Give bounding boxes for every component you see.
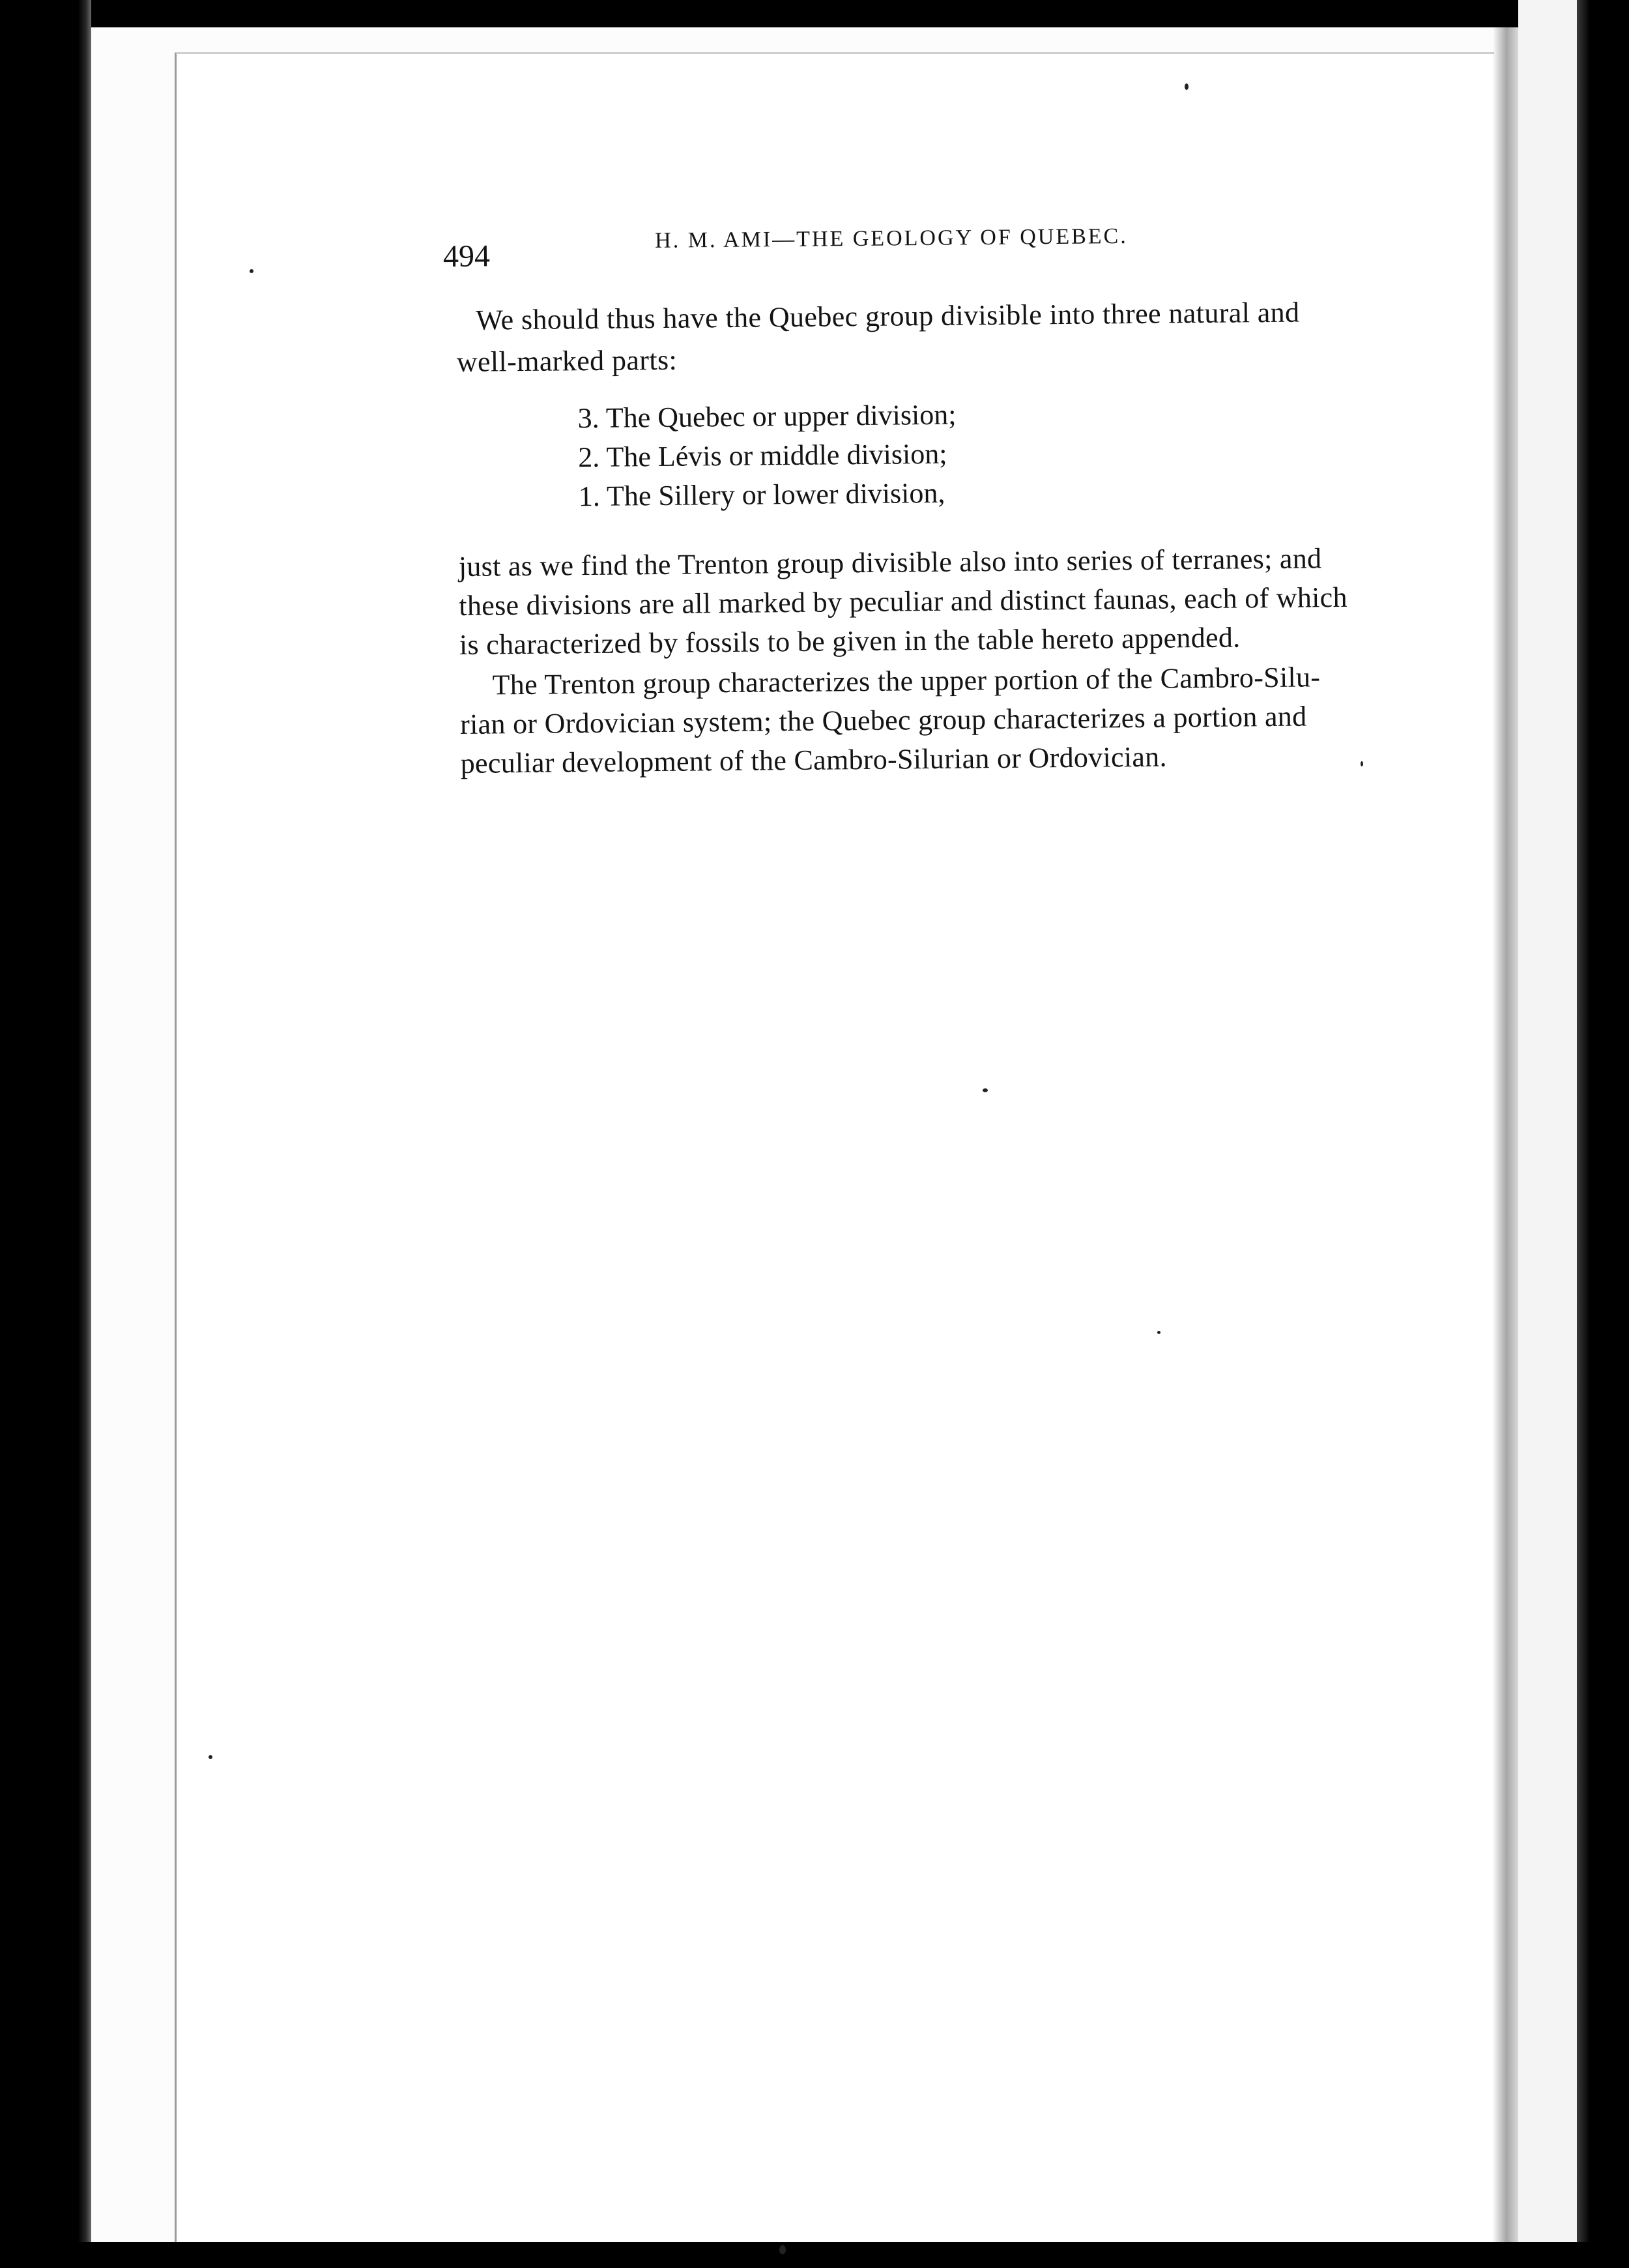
- running-head-title: H. M. AMI—THE GEOLOGY OF QUEBEC.: [655, 224, 1128, 253]
- gutter-shadow: [1492, 0, 1518, 2268]
- para2-line-2: rian or Ordovician system; the Quebec group characterizes a portion and: [459, 700, 1307, 740]
- scan-speck: [779, 2245, 786, 2254]
- facing-page-edge: [1518, 0, 1577, 2268]
- para1-line-2: these divisions are all marked by peculiar and distinct faunas, each of which: [459, 581, 1348, 622]
- para2-line-3: peculiar development of the Cambro-Silurian or Ordovician.: [460, 740, 1167, 779]
- division-item-2: 2. The Lévis or middle division;: [577, 437, 947, 474]
- intro-line-1: We should thus have the Quebec group divisible into three natural and: [475, 296, 1300, 336]
- scan-speck: [983, 1088, 988, 1092]
- intro-line-2: well-marked parts:: [456, 343, 678, 378]
- para1-line-1: just as we find the Trenton group divisible also into series of terranes; and: [458, 542, 1322, 583]
- scan-speck: [1185, 83, 1189, 90]
- scan-border-right: [1577, 0, 1629, 2268]
- division-item-3: 3. The Quebec or upper division;: [577, 398, 957, 435]
- scan-speck: [209, 1755, 212, 1759]
- scan-border-bottom: [0, 2242, 1629, 2268]
- para1-line-3: is characterized by fossils to be given in the table hereto appended.: [459, 621, 1241, 661]
- para2-line-1: The Trenton group characterizes the upper portion of the Cambro-Silu-: [492, 661, 1321, 701]
- page-inner-edge: [175, 52, 1494, 2244]
- scan-speck: [1157, 1331, 1160, 1334]
- scan-border-left: [0, 0, 91, 2268]
- page-number: 494: [442, 239, 491, 274]
- division-item-1: 1. The Sillery or lower division,: [578, 476, 945, 513]
- scan-border-top: [0, 0, 1629, 27]
- scan-speck: [250, 269, 253, 273]
- scan-speck: [1361, 761, 1363, 766]
